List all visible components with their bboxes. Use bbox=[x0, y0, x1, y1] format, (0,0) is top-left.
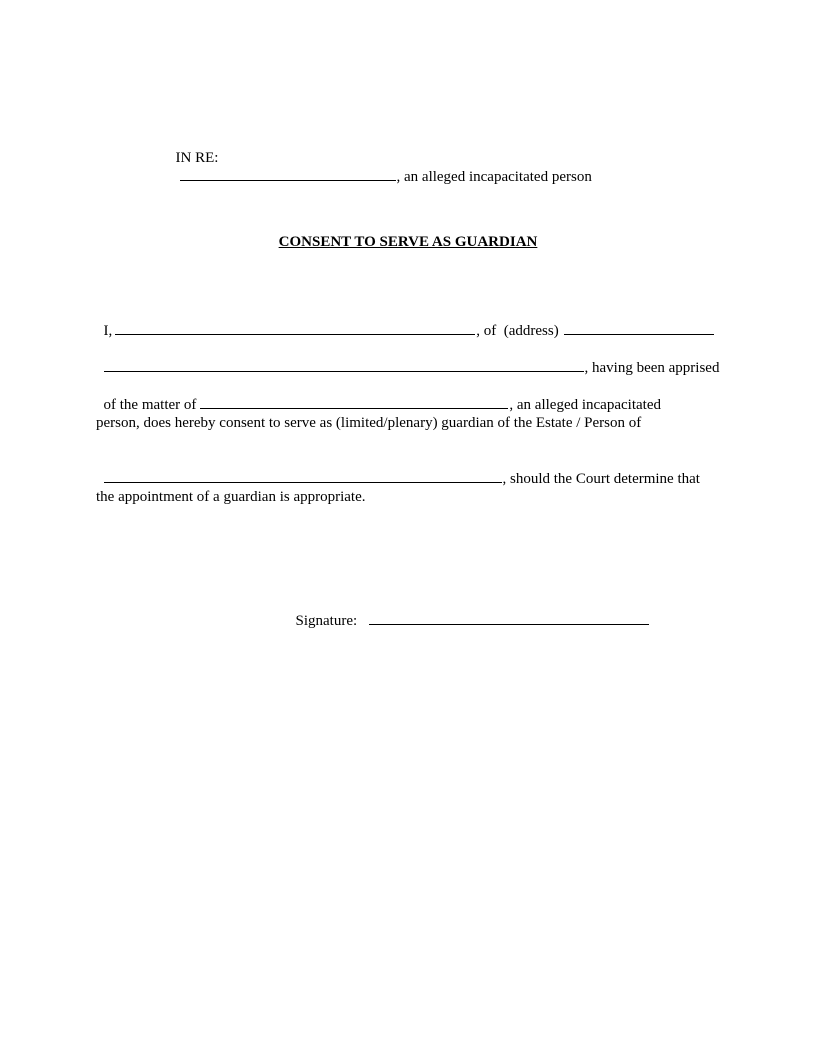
body-line-6: the appointment of a guardian is appropriate. bbox=[96, 489, 366, 505]
of-address-label: , of (address) bbox=[476, 323, 559, 339]
person-name-field[interactable] bbox=[180, 167, 396, 181]
guardian-name-field[interactable] bbox=[115, 321, 475, 335]
signature-line bbox=[288, 593, 650, 630]
apprised-text: , having been apprised bbox=[584, 360, 720, 376]
in-re-label: IN RE: bbox=[175, 150, 219, 166]
matter-of-label: of the matter of bbox=[103, 397, 197, 413]
body-line-5 bbox=[96, 451, 700, 488]
in-re-line bbox=[168, 131, 592, 186]
document-title: CONSENT TO SERVE AS GUARDIAN bbox=[278, 234, 538, 250]
body-line-3 bbox=[96, 377, 661, 414]
consent-i: I, bbox=[103, 323, 113, 339]
address-field-1[interactable] bbox=[564, 321, 714, 335]
body-line-2 bbox=[96, 340, 719, 377]
body-line-1 bbox=[96, 303, 715, 340]
estate-person-field[interactable] bbox=[104, 469, 502, 483]
matter-name-field[interactable] bbox=[200, 395, 508, 409]
alleged-incapacitated-text: , an alleged incapacitated bbox=[509, 397, 661, 413]
signature-label: Signature: bbox=[295, 613, 358, 629]
address-field-2[interactable] bbox=[104, 358, 584, 372]
in-re-suffix: , an alleged incapacitated person bbox=[396, 169, 592, 185]
court-determine-text: , should the Court determine that bbox=[502, 471, 700, 487]
signature-field[interactable] bbox=[369, 611, 649, 625]
body-line-4: person, does hereby consent to serve as (limited/plenary) guardian of the Estate / Person of bbox=[96, 415, 642, 431]
